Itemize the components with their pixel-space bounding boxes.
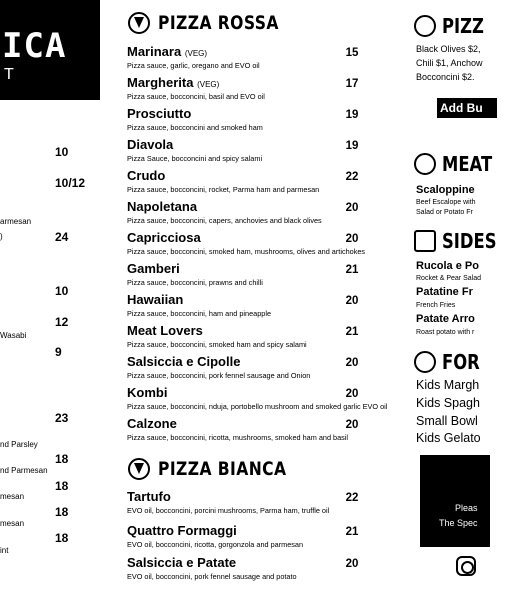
item-price: 21 bbox=[345, 526, 359, 538]
menu-item-quattro-formaggi bbox=[127, 523, 362, 549]
item-description: EVO oil, bocconcini, pork fennel sausage and potato bbox=[127, 572, 297, 581]
meat-item-description: Salad or Potato Fr bbox=[416, 209, 473, 216]
item-price: 22 bbox=[345, 171, 359, 183]
left-price: 18 bbox=[55, 452, 69, 466]
menu-item-calzone bbox=[127, 416, 362, 442]
section-title: SIDES bbox=[442, 229, 497, 253]
item-price: 20 bbox=[345, 388, 359, 400]
menu-item-hawaiian bbox=[127, 292, 362, 318]
left-fragment: ) bbox=[0, 232, 3, 241]
side-item-name: Rucola e Po bbox=[416, 260, 479, 272]
left-price: 10 bbox=[55, 145, 69, 159]
logo-block: ICA T bbox=[0, 0, 100, 100]
item-description: Pizza sauce, bocconcini, smoked ham and spicy salami bbox=[127, 340, 307, 349]
item-description: Pizza sauce, bocconcini and smoked ham bbox=[127, 123, 263, 132]
kids-icon bbox=[414, 351, 436, 373]
info-text: The Spec bbox=[439, 518, 478, 528]
item-name: Diavola bbox=[127, 137, 174, 152]
item-name: Gamberi bbox=[127, 261, 180, 276]
addon-line: Bocconcini $2. bbox=[416, 72, 475, 82]
kids-heading bbox=[414, 350, 488, 374]
item-name: Marinara (VEG) bbox=[127, 44, 208, 59]
item-name: Meat Lovers bbox=[127, 323, 203, 338]
kids-item: Kids Spagh bbox=[416, 396, 480, 410]
meat-item-name: Scaloppine bbox=[416, 184, 475, 196]
item-price: 21 bbox=[345, 264, 359, 276]
left-price: 18 bbox=[55, 531, 69, 545]
side-item-name: Patate Arro bbox=[416, 313, 475, 325]
item-name: Tartufo bbox=[127, 489, 171, 504]
item-description: Pizza sauce, bocconcini, basil and EVO oil bbox=[127, 92, 265, 101]
item-price: 20 bbox=[345, 357, 359, 369]
item-name: Crudo bbox=[127, 168, 166, 183]
item-name: Salsiccia e Patate bbox=[127, 555, 237, 570]
left-price: 12 bbox=[55, 315, 69, 329]
section-title: PIZZ bbox=[442, 14, 484, 38]
item-name: Capricciosa bbox=[127, 230, 201, 245]
kids-item: Kids Margh bbox=[416, 378, 480, 392]
menu-item-meat-lovers bbox=[127, 323, 362, 349]
menu-item-margherita bbox=[127, 75, 362, 101]
item-name: Margherita (VEG) bbox=[127, 75, 220, 90]
item-name: Quattro Formaggi bbox=[127, 523, 237, 538]
kids-item: Small Bowl bbox=[416, 414, 478, 428]
addon-line: Black Olives $2, bbox=[416, 44, 481, 54]
section-title: FOR bbox=[442, 350, 480, 374]
item-description: Pizza sauce, bocconcini, capers, anchovies and black olives bbox=[127, 216, 322, 225]
menu-item-marinara bbox=[127, 44, 362, 70]
side-item-description: Rocket & Pear Salad bbox=[416, 275, 481, 282]
item-price: 19 bbox=[345, 140, 359, 152]
pizza-rossa-heading bbox=[128, 12, 305, 34]
left-fragment: nd Parsley bbox=[0, 440, 38, 449]
left-price: 23 bbox=[55, 411, 69, 425]
left-price: 9 bbox=[55, 345, 62, 359]
info-box bbox=[420, 455, 490, 547]
left-price: 18 bbox=[55, 479, 69, 493]
item-name: Napoletana bbox=[127, 199, 198, 214]
item-description: EVO oil, bocconcini, ricotta, gorgonzola and parmesan bbox=[127, 540, 304, 549]
item-name: Hawaiian bbox=[127, 292, 184, 307]
item-price: 21 bbox=[345, 326, 359, 338]
left-fragment: int bbox=[0, 546, 9, 555]
left-price: 18 bbox=[55, 505, 69, 519]
menu-item-kombi bbox=[127, 385, 388, 411]
item-description: EVO oil, bocconcini, porcini mushrooms, Parma ham, truffle oil bbox=[127, 506, 330, 515]
menu-item-capricciosa bbox=[127, 230, 366, 256]
item-price: 19 bbox=[345, 109, 359, 121]
item-description: Pizza sauce, bocconcini, ricotta, mushrooms, smoked ham and basil bbox=[127, 433, 349, 442]
item-price: 20 bbox=[345, 295, 359, 307]
section-title: MEAT bbox=[442, 152, 493, 176]
instagram-icon[interactable] bbox=[456, 556, 476, 576]
side-item-description: Roast potato with r bbox=[416, 329, 475, 336]
item-price: 17 bbox=[345, 78, 359, 90]
left-fragment: armesan bbox=[0, 217, 32, 226]
item-name: Salsiccia e Cipolle bbox=[127, 354, 241, 369]
item-description: Pizza sauce, bocconcini, nduja, portobello mushroom and smoked garlic EVO oil bbox=[127, 402, 388, 411]
item-description: Pizza sauce, bocconcini, smoked ham, mushrooms, olives and artichokes bbox=[127, 247, 366, 256]
item-price: 15 bbox=[345, 47, 359, 59]
menu-item-diavola bbox=[127, 137, 362, 163]
meat-icon bbox=[414, 153, 436, 175]
item-description: Pizza sauce, bocconcini, prawns and chilli bbox=[127, 278, 263, 287]
addon-line: Chili $1, Anchow bbox=[416, 58, 483, 68]
menu-item-prosciutto bbox=[127, 106, 362, 132]
menu-item-gamberi bbox=[127, 261, 362, 287]
item-description: Pizza sauce, bocconcini, rocket, Parma ham and parmesan bbox=[127, 185, 320, 194]
left-price: 10/12 bbox=[55, 176, 86, 190]
item-price: 22 bbox=[345, 492, 359, 504]
side-item-description: French Fries bbox=[416, 302, 456, 309]
item-price: 20 bbox=[345, 233, 359, 245]
info-text: Pleas bbox=[455, 503, 478, 513]
add-buffalo-label: Add Bu bbox=[437, 98, 497, 118]
pizza-addons-heading bbox=[414, 14, 493, 38]
left-fragment: mesan bbox=[0, 519, 25, 528]
item-price: 20 bbox=[345, 202, 359, 214]
pizza-slice-icon bbox=[128, 458, 150, 480]
meat-heading bbox=[414, 152, 503, 176]
left-fragment: mesan bbox=[0, 492, 25, 501]
menu-item-napoletana bbox=[127, 199, 362, 225]
left-price: 10 bbox=[55, 284, 69, 298]
item-name: Calzone bbox=[127, 416, 177, 431]
section-title: PIZZA ROSSA bbox=[158, 12, 279, 34]
item-description: Pizza Sauce, bocconcini and spicy salami bbox=[127, 154, 263, 163]
meat-item-description: Beef Escalope with bbox=[416, 199, 476, 206]
sides-heading bbox=[414, 229, 509, 253]
pizza-slice-icon bbox=[128, 12, 150, 34]
left-fragment: nd Parmesan bbox=[0, 466, 48, 475]
menu-item-salsiccia-cipolle bbox=[127, 354, 362, 380]
item-name: Kombi bbox=[127, 385, 168, 400]
item-price: 20 bbox=[345, 558, 359, 570]
item-description: Pizza sauce, garlic, oregano and EVO oil bbox=[127, 61, 260, 70]
item-name: Prosciutto bbox=[127, 106, 192, 121]
item-description: Pizza sauce, bocconcini, pork fennel sausage and Onion bbox=[127, 371, 311, 380]
menu-item-tartufo bbox=[127, 489, 362, 515]
item-price: 20 bbox=[345, 419, 359, 431]
side-item-name: Patatine Fr bbox=[416, 286, 473, 298]
menu-item-crudo bbox=[127, 168, 362, 194]
left-fragment: Wasabi bbox=[0, 331, 27, 340]
menu-item-salsiccia-patate bbox=[127, 555, 362, 581]
pizza-slice-icon bbox=[414, 15, 436, 37]
kids-item: Kids Gelato bbox=[416, 431, 481, 445]
section-title: PIZZA BIANCA bbox=[158, 458, 287, 480]
item-description: Pizza sauce, bocconcini, ham and pineapple bbox=[127, 309, 272, 318]
fries-icon bbox=[414, 230, 436, 252]
left-price: 24 bbox=[55, 230, 69, 244]
pizza-bianca-heading bbox=[128, 458, 315, 480]
